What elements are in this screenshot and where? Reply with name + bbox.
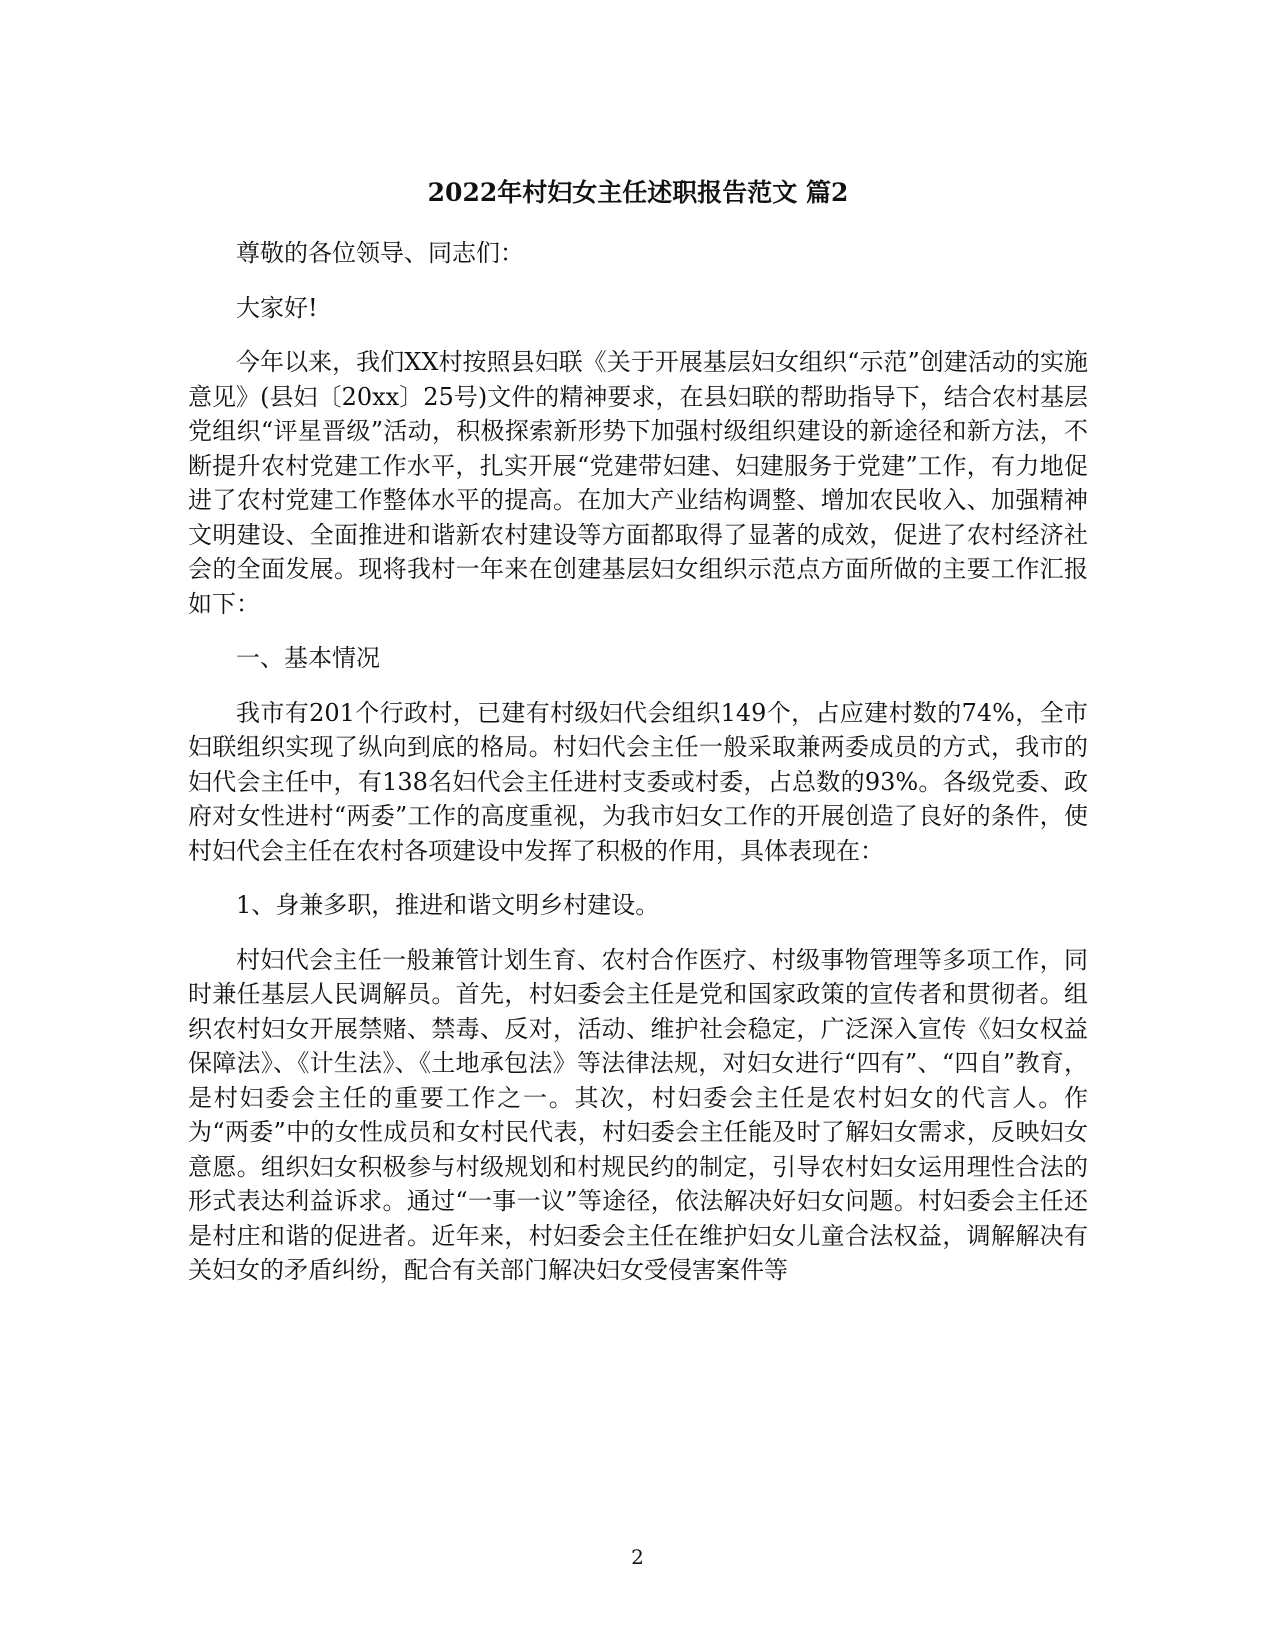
document-title: 2022年村妇女主任述职报告范文 篇2 xyxy=(427,178,849,207)
subsection-1-paragraph: 村妇代会主任一般兼管计划生育、农村合作医疗、村级事物管理等多项工作，同时兼任基层人民调解员。首先，村妇委会主任是党和国家政策的宣传者和贯彻者。组织农村妇女开展禁赌、禁毒、反对，活动、维护社会稳定，广泛深入宣传《妇女权益保障法》、《计生法》、《土地承包法》等法律法规，对妇女进行“四有”、“四自”教育，是村妇委会主任的重要工作之一。其次，村妇委会主任是农村妇女的代言人。作为“两委”中的女性成员和女村民代表，村妇委会主任能及时了解妇女需求，反映妇女意愿。组织妇女积极参与村级规划和村规民约的制定，引导农村妇女运用理性合法的形式表达利益诉求。通过“一事一议”等途径，依法解决好妇女问题。村妇委会主任还是村庄和谐的促进者。近年来，村妇委会主任在维护妇女儿童合法权益，调解解决有关妇女的矛盾纠纷，配合有关部门解决妇女受侵害案件等 xyxy=(188,945,1088,1284)
basic-situation-paragraph: 我市有201个行政村，已建有村级妇代会组织149个，占应建村数的74%，全市妇联组织实现了纵向到底的格局。村妇代会主任一般采取兼两委成员的方式，我市的妇代会主任中，有138名妇代会主任进村支委或村委，占总数的93%。各级党委、政府对女性进村“两委”工作的高度重视，为我市妇女工作的开展创造了良好的条件，使村妇代会主任在农村各项建设中发挥了积极的作用，具体表现在： xyxy=(188,698,1088,865)
subsection-heading-1: 1、身兼多职，推进和谐文明乡村建设。 xyxy=(236,891,660,919)
page-number: 2 xyxy=(631,1545,644,1569)
section-heading-basic-situation: 一、基本情况 xyxy=(236,644,380,672)
intro-paragraph: 今年以来，我们XX村按照县妇联《关于开展基层妇女组织“示范”创建活动的实施意见》(县妇〔20xx〕25号)文件的精神要求，在县妇联的帮助指导下，结合农村基层党组织“评星晋级”活动，积极探索新形势下加强村级组织建设的新途径和新方法，不断提升农村党建工作水平，扎实开展“党建带妇建、妇建服务于党建”工作，有力地促进了农村党建工作整体水平的提高。在加大产业结构调整、增加农民收入、加强精神文明建设、全面推进和谐新农村建设等方面都取得了显著的成效，促进了农村经济社会的全面发展。现将我村一年来在创建基层妇女组织示范点方面所做的主要工作汇报如下： xyxy=(188,348,1088,618)
page-content xyxy=(188,176,1088,1308)
salutation-paragraph: 尊敬的各位领导、同志们： xyxy=(236,239,524,267)
greeting-paragraph: 大家好! xyxy=(236,293,318,322)
